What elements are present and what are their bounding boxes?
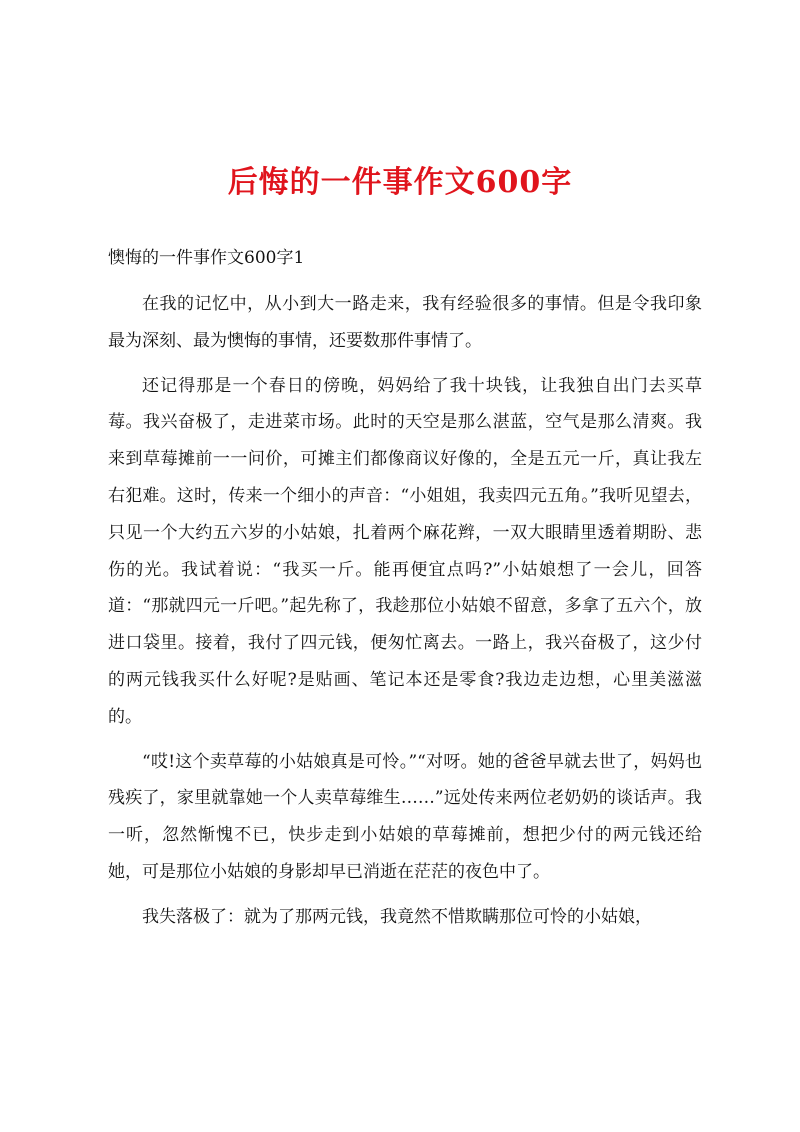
document-title: 后悔的一件事作文600字 bbox=[227, 165, 573, 200]
paragraph-4: 我失落极了：就为了那两元钱，我竟然不惜欺瞒那位可怜的小姑娘， bbox=[142, 906, 652, 927]
essay-subtitle: 懊悔的一件事作文600字1 bbox=[108, 248, 305, 268]
essay-body bbox=[108, 286, 702, 944]
paragraph-2: 还记得那是一个春日的傍晚，妈妈给了我十块钱，让我独自出门去买草莓。我兴奋极了，走进菜市场。此时的天空是那么湛蓝，空气是那么清爽。我来到草莓摊前一一问价，可摊主们都像商议好像的，全是五元一斤，真让我左右犯难。这时，传来一个细小的声音：“小姐姐，我卖四元五角。”我听见望去，只见一个大约五六岁的小姑娘，扎着两个麻花辫，一双大眼睛里透着期盼、悲伤的光。我试着说：“我买一斤。能再便宜点吗?”小姑娘想了一会儿，回答道：“那就四元一斤吧。”起先称了，我趁那位小姑娘不留意，多拿了五六个，放进口袋里。接着，我付了四元钱，便匆忙离去。一路上，我兴奋极了，这少付的两元钱我买什么好呢?是贴画、笔记本还是零食?我边走边想，心里美滋滋的。 bbox=[108, 375, 702, 727]
paragraph-1: 在我的记忆中，从小到大一路走来，我有经验很多的事情。但是令我印象最为深刻、最为懊悔的事情，还要数那件事情了。 bbox=[108, 294, 702, 351]
paragraph-3: “哎!这个卖草莓的小姑娘真是可怜。”“对呀。她的爸爸早就去世了，妈妈也残疾了，家里就靠她一个人卖草莓维生……”远处传来两位老奶奶的谈话声。我一听，忽然惭愧不已，快步走到小姑娘的草莓摊前，想把少付的两元钱还给她，可是那位小姑娘的身影却早已消逝在茫茫的夜色中了。 bbox=[108, 751, 702, 882]
